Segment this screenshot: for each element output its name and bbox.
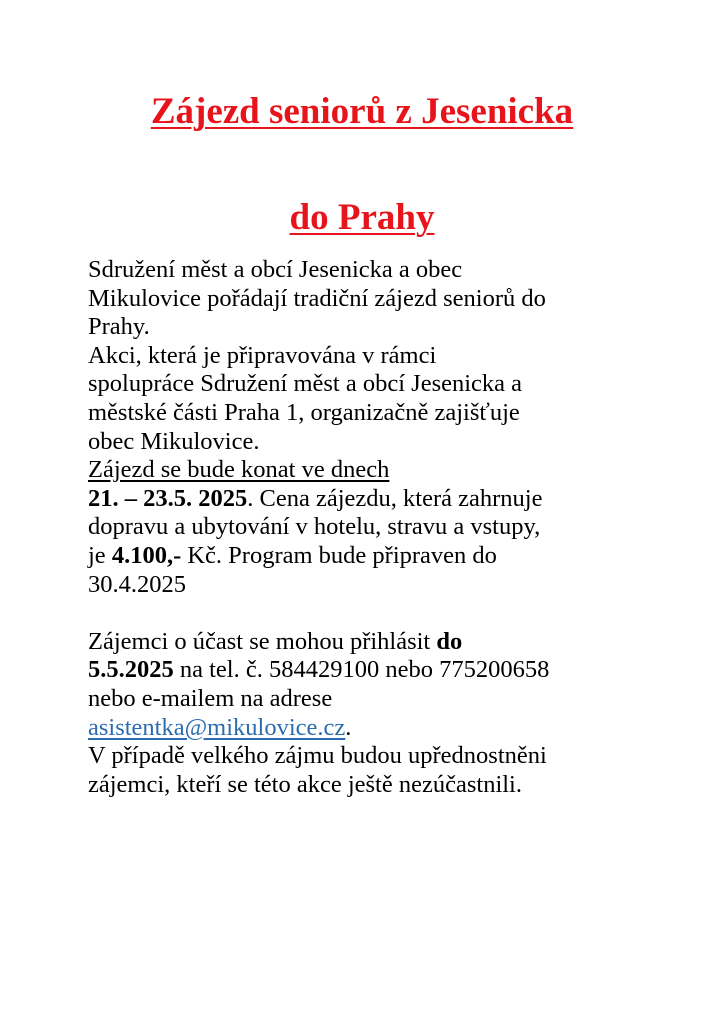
body-line: obec Mikulovice. xyxy=(88,427,260,455)
body-line: dopravu a ubytování v hotelu, stravu a vstupy, xyxy=(88,513,541,541)
trip-price-intro: . Cena zájezdu, která zahrnuje xyxy=(247,484,543,512)
registration-line xyxy=(88,628,688,657)
registration-text: Zájemci o účast se mohou přihlásit xyxy=(88,627,437,655)
phone-numbers: na tel. č. 584429100 nebo 775200658 xyxy=(173,656,550,684)
body-line: Akci, která je připravována v rámci xyxy=(88,341,437,369)
trip-price-line xyxy=(88,542,688,571)
email-link[interactable]: asistentka@mikulovice.cz xyxy=(88,713,346,741)
email-line xyxy=(88,714,688,743)
page-title: Zájezd seniorů z Jesenicka xyxy=(150,91,574,132)
trip-price: 4.100,- xyxy=(111,541,182,569)
body-line: Sdružení měst a obcí Jesenicka a obec xyxy=(88,256,463,283)
price-suffix: Kč. Program bude připraven do xyxy=(181,541,497,569)
trip-dates: 21. – 23.5. 2025 xyxy=(88,484,248,512)
body-line: Mikulovice pořádají tradiční zájezd seniorů do xyxy=(88,284,546,312)
page-subtitle: do Prahy xyxy=(289,197,435,238)
body-line: městské části Praha 1, organizačně zajišťuje xyxy=(88,398,520,426)
registration-deadline-prefix: do xyxy=(436,627,463,655)
body-line: zájemci, kteří se této akce ještě nezúčastnili. xyxy=(88,770,522,798)
email-period: . xyxy=(345,713,352,741)
announcement-body xyxy=(88,256,688,799)
body-line: nebo e-mailem na adrese xyxy=(88,684,333,712)
body-line: spolupráce Sdružení měst a obcí Jesenicka a xyxy=(88,370,523,398)
body-line: V případě velkého zájmu budou upřednostněni xyxy=(88,742,547,770)
trip-dates-line xyxy=(88,485,688,514)
program-date: 30.4.2025 xyxy=(88,570,186,598)
body-line: Prahy. xyxy=(88,313,150,341)
registration-deadline: 5.5.2025 xyxy=(88,656,174,684)
trip-dates-heading: Zájezd se bude konat ve dnech xyxy=(88,456,390,484)
registration-contact-line xyxy=(88,656,688,685)
paragraph-gap xyxy=(88,599,688,628)
price-prefix: je xyxy=(88,541,112,569)
